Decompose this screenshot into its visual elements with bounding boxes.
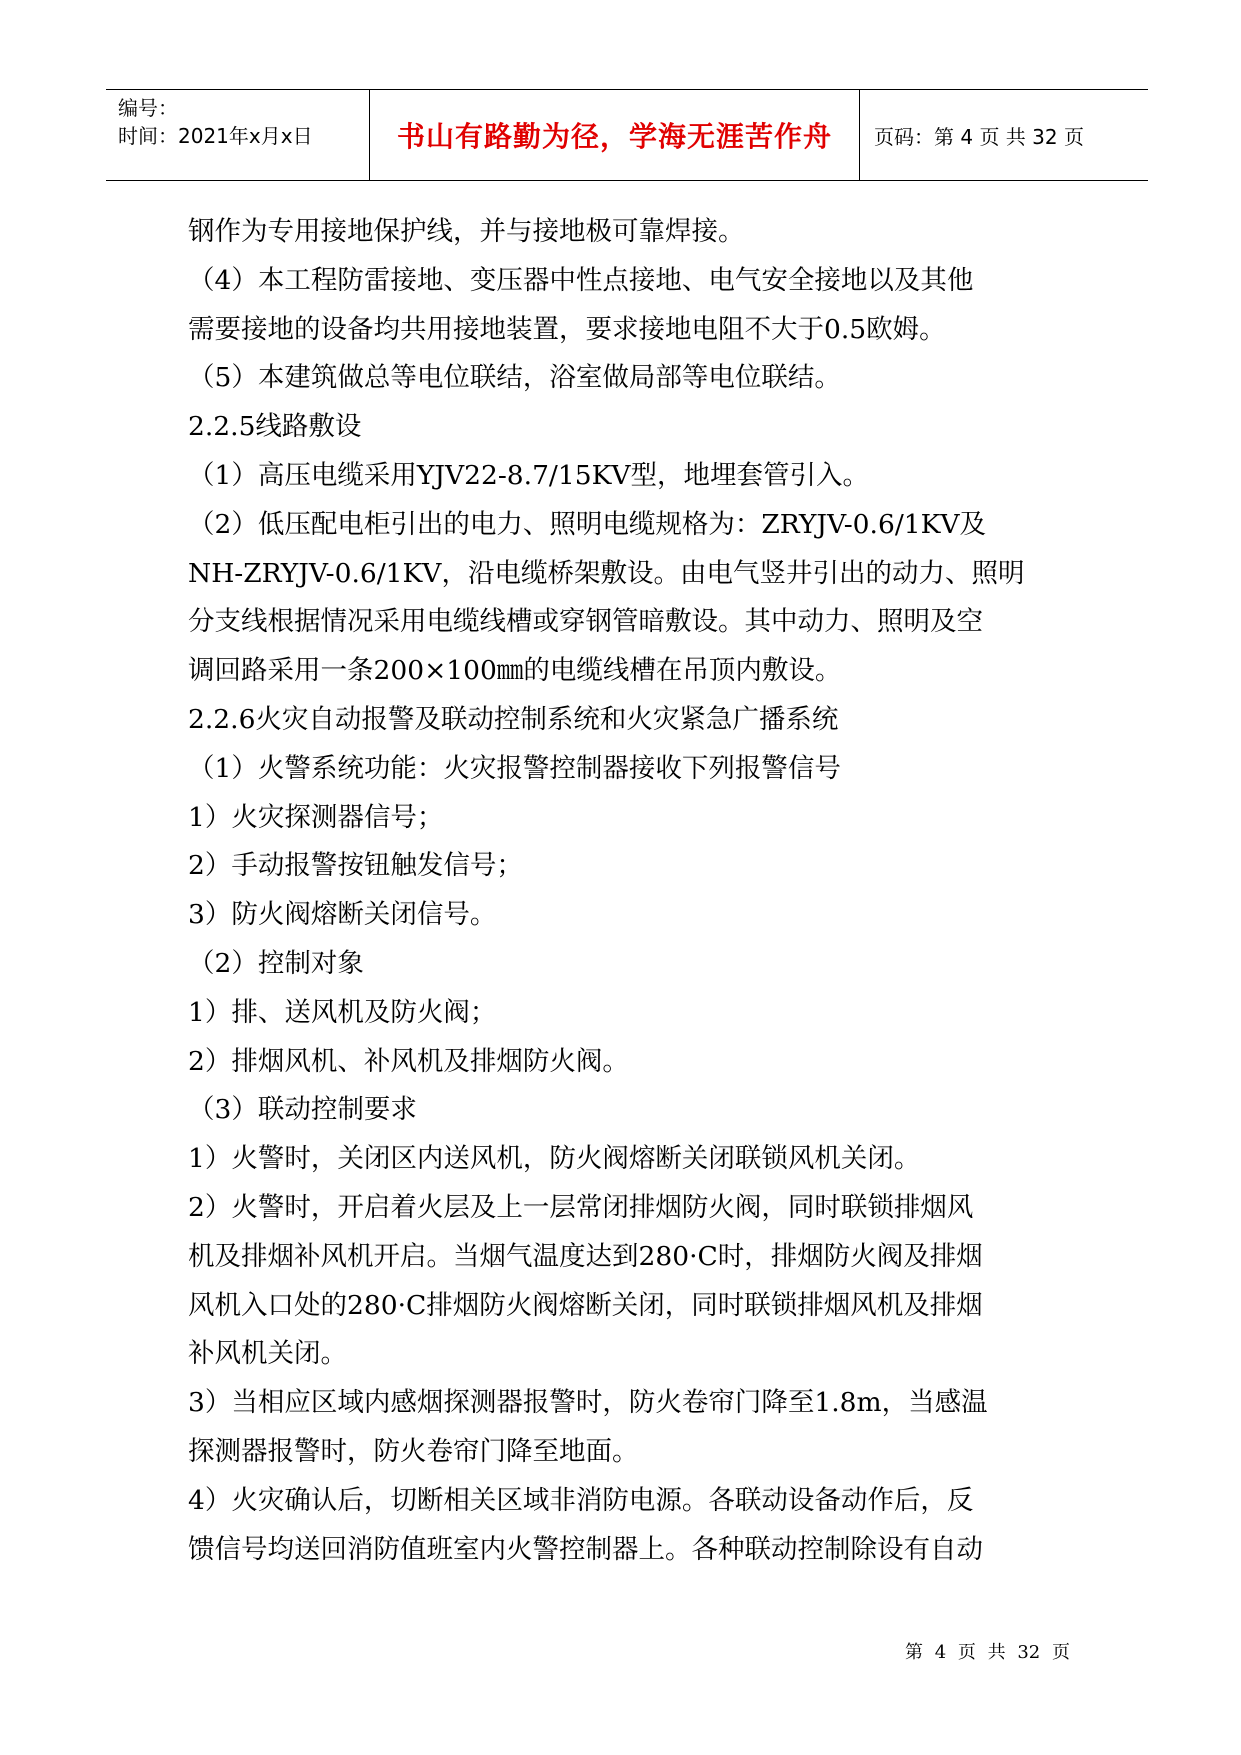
text-line: （1）高压电缆采用YJV22-8.7/15KV型，地埋套管引入。 bbox=[188, 459, 870, 491]
page-header bbox=[106, 89, 1148, 181]
text-line: 需要接地的设备均共用接地装置，要求接地电阻不大于0.5欧姆。 bbox=[188, 313, 946, 345]
text-line: 2.2.6火灾自动报警及联动控制系统和火灾紧急广播系统 bbox=[188, 703, 839, 735]
header-meta bbox=[106, 90, 370, 180]
text-line: （3）联动控制要求 bbox=[188, 1094, 417, 1126]
text-line: 馈信号均送回消防值班室内火警控制器上。各种联动控制除设有自动 bbox=[188, 1533, 983, 1565]
document-number: 编号： bbox=[118, 96, 178, 120]
text-line: 2）手动报警按钮触发信号； bbox=[188, 850, 523, 882]
text-line: 分支线根据情况采用电缆线槽或穿钢管暗敷设。其中动力、照明及空 bbox=[188, 606, 983, 638]
text-line: 1）排、送风机及防火阀； bbox=[188, 996, 497, 1028]
text-line: 2）排烟风机、补风机及排烟防火阀。 bbox=[188, 1045, 629, 1077]
text-line: 风机入口处的280·C排烟防火阀熔断关闭，同时联锁排烟风机及排烟 bbox=[188, 1289, 983, 1321]
text-line: （2）低压配电柜引出的电力、照明电缆规格为：ZRYJV-0.6/1KV及 bbox=[188, 508, 987, 540]
text-line: 探测器报警时，防火卷帘门降至地面。 bbox=[188, 1435, 639, 1467]
text-line: 补风机关闭。 bbox=[188, 1338, 347, 1370]
text-line: （4）本工程防雷接地、变压器中性点接地、电气安全接地以及其他 bbox=[188, 264, 974, 296]
header-motto: 书山有路勤为径，学海无涯苦作舟 bbox=[396, 120, 832, 153]
text-line: 2.2.5线路敷设 bbox=[188, 411, 362, 443]
text-line: 3）当相应区域内感烟探测器报警时，防火卷帘门降至1.8m，当感温 bbox=[188, 1387, 988, 1419]
text-line: NH-ZRYJV-0.6/1KV，沿电缆桥架敷设。由电气竖井引出的动力、照明 bbox=[188, 557, 1025, 589]
page-footer: 第 4 页 共 32 页 bbox=[905, 1642, 1070, 1663]
header-motto-cell bbox=[370, 90, 860, 180]
text-line: 机及排烟补风机开启。当烟气温度达到280·C时，排烟防火阀及排烟 bbox=[188, 1240, 983, 1272]
text-line: 钢作为专用接地保护线，并与接地极可靠焊接。 bbox=[188, 216, 745, 247]
body-text bbox=[188, 208, 1068, 1574]
text-line: （1）火警系统功能：火灾报警控制器接收下列报警信号 bbox=[188, 752, 841, 784]
text-line: 4）火灾确认后，切断相关区域非消防电源。各联动设备动作后，反 bbox=[188, 1484, 974, 1516]
text-line: 1）火警时，关闭区内送风机，防火阀熔断关闭联锁风机关闭。 bbox=[188, 1143, 921, 1175]
text-line: 2）火警时，开启着火层及上一层常闭排烟防火阀，同时联锁排烟风 bbox=[188, 1191, 974, 1223]
document-time: 时间：2021年x月x日 bbox=[118, 124, 313, 148]
text-line: （2）控制对象 bbox=[188, 947, 364, 979]
header-page-cell bbox=[860, 90, 1148, 180]
text-line: 调回路采用一条200×100㎜的电缆线槽在吊顶内敷设。 bbox=[188, 655, 842, 687]
header-page-info: 页码：第 4 页 共 32 页 bbox=[874, 124, 1084, 149]
text-line: 3）防火阀熔断关闭信号。 bbox=[188, 899, 497, 931]
text-line: 1）火灾探测器信号； bbox=[188, 801, 444, 833]
text-line: （5）本建筑做总等电位联结，浴室做局部等电位联结。 bbox=[188, 362, 841, 394]
